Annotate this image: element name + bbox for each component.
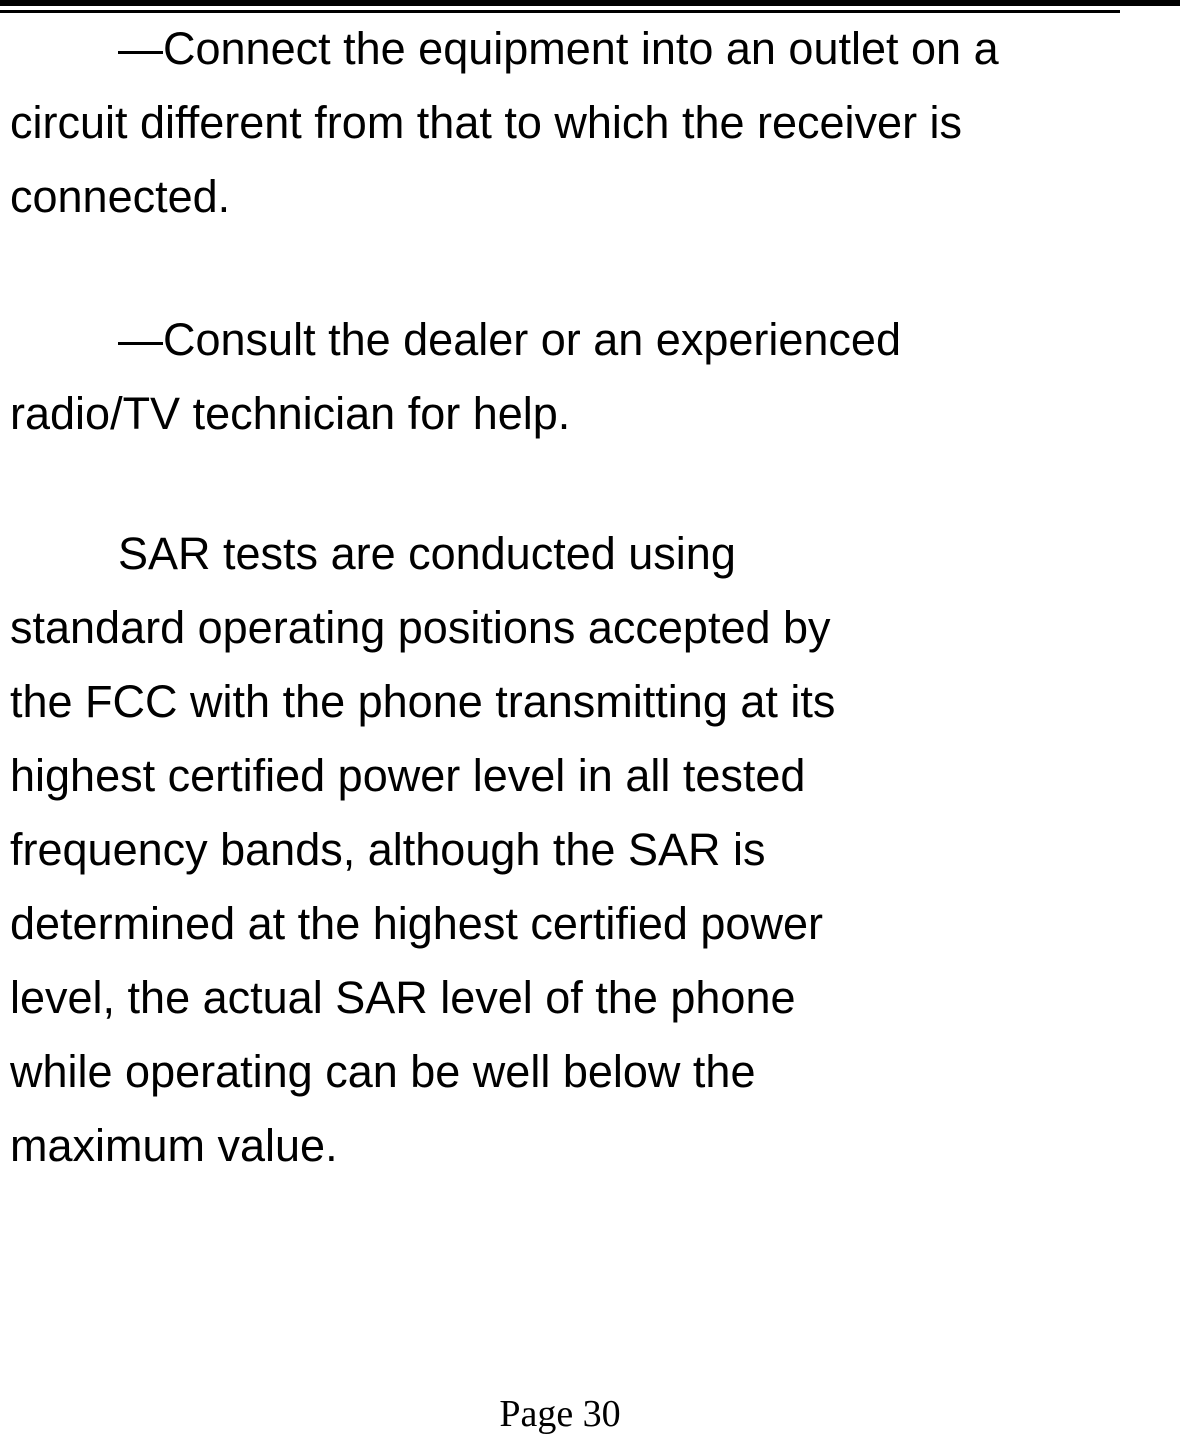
text-line: determined at the highest certified power: [10, 898, 823, 949]
paragraph-consult-dealer: [10, 303, 1170, 451]
document-body: [10, 12, 1170, 1183]
page-number: Page 30: [499, 1393, 621, 1435]
text-line: highest certified power level in all tested: [10, 750, 806, 801]
text-line: radio/TV technician for help.: [10, 388, 571, 439]
text-line: circuit different from that to which the receiver is: [10, 97, 963, 148]
text-line: maximum value.: [10, 1120, 338, 1171]
text-line: while operating can be well below the: [10, 1046, 756, 1097]
text-line: standard operating positions accepted by: [10, 602, 831, 653]
header-rule-thick: [0, 0, 1180, 6]
text-line: frequency bands, although the SAR is: [10, 824, 766, 875]
text-line: —Connect the equipment into an outlet on a: [118, 23, 999, 74]
text-line: connected.: [10, 171, 231, 222]
text-line: the FCC with the phone transmitting at its: [10, 676, 836, 727]
text-line: —Consult the dealer or an experienced: [118, 314, 901, 365]
text-line: level, the actual SAR level of the phone: [10, 972, 796, 1023]
paragraph-spacer: [10, 451, 1170, 517]
text-line: SAR tests are conducted using: [118, 528, 736, 579]
paragraph-connect-outlet: [10, 12, 1170, 234]
paragraph-spacer: [10, 234, 1170, 303]
paragraph-sar-tests: [10, 517, 1170, 1183]
